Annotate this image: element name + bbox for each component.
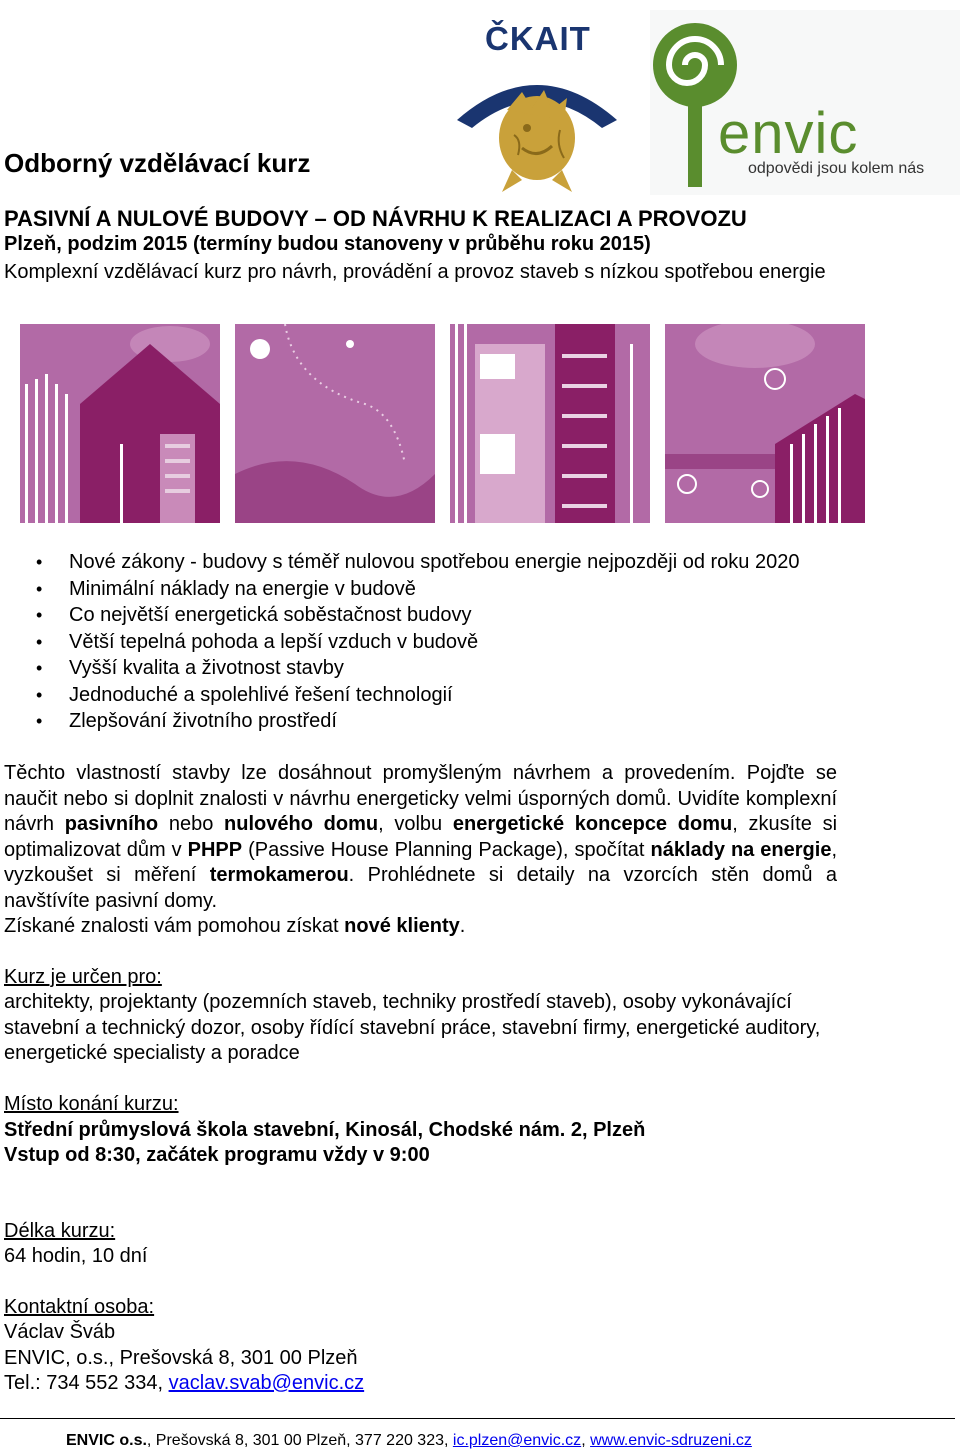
course-subtitle: Plzeň, podzim 2015 (termíny budou stanoveny v průběhu roku 2015) xyxy=(4,233,651,255)
intro-text: Těchto vlastností stavby lze dosáhnout promyšleným návrhem a provedením. Pojďte se naučit nebo si doplnit znalosti v návrhu energeticky velmi úsporných domů. Uvidíte komplexní návrh xyxy=(4,762,837,835)
contact-label: Kontaktní osoba: xyxy=(4,1296,155,1318)
intro-text: , zkusíte si optimalizovat dům v xyxy=(4,813,838,861)
duration-label: Délka kurzu: xyxy=(4,1220,116,1242)
intro-text: , vyzkoušet si měření xyxy=(4,838,837,886)
list-item: • Zlepšování životního prostředí xyxy=(30,708,850,735)
ckait-logo-text: ČKAIT xyxy=(485,20,591,57)
footer-org: ENVIC o.s. xyxy=(66,1432,147,1449)
illustration-building xyxy=(450,324,650,523)
list-item: • Vyšší kvalita a životnost stavby xyxy=(30,655,850,682)
clients-line xyxy=(4,913,465,939)
intro-bold: pasivního xyxy=(64,813,159,835)
benefits-list xyxy=(30,549,850,735)
venue-time: Vstup od 8:30, začátek programu vždy v 9:00 xyxy=(4,1144,430,1166)
logos-area xyxy=(440,0,960,200)
contact-phone-line xyxy=(4,1370,364,1396)
course-type-heading: Odborný vzdělávací kurz xyxy=(4,148,311,178)
intro-bold: nulového domu xyxy=(224,813,379,835)
footer xyxy=(66,1432,752,1450)
intro-text: (Passive House Planning Package), spočítat xyxy=(242,838,651,861)
intro-text: . xyxy=(459,915,466,937)
intro-bold: nové klienty xyxy=(344,915,460,937)
venue-place: Střední průmyslová škola stavební, Kinosál, Chodské nám. 2, Plzeň xyxy=(4,1119,646,1141)
contact-phone: Tel.: 734 552 334, xyxy=(4,1372,169,1394)
duration-value: 64 hodin, 10 dní xyxy=(4,1245,148,1267)
illustration-houses-2 xyxy=(665,324,865,523)
footer-email-link[interactable]: ic.plzen@envic.cz xyxy=(452,1432,582,1449)
footer-separator: , xyxy=(581,1432,591,1449)
venue-label: Místo konání kurzu: xyxy=(4,1093,179,1115)
envic-logo-text: envic xyxy=(718,101,859,166)
illustration-sky xyxy=(235,324,435,523)
ckait-logo xyxy=(452,20,622,195)
audience-text: architekty, projektanty (pozemních staveb, techniky prostředí staveb), osoby vykonávající stavební a technický dozor, osoby řídící stavební práce, stavební firmy, energetické auditory, energetické specialisty a poradce xyxy=(4,991,821,1064)
intro-bold: energetické koncepce domu xyxy=(452,813,733,835)
envic-tagline: odpovědi jsou kolem nás xyxy=(748,160,925,177)
intro-text: nebo xyxy=(158,813,225,835)
contact-name: Václav Šváb xyxy=(4,1321,116,1343)
list-item: • Minimální náklady na energie v budově xyxy=(30,576,850,603)
footer-divider xyxy=(0,1418,955,1419)
intro-bold: PHPP xyxy=(187,838,243,861)
intro-text: , volbu xyxy=(378,813,453,835)
intro-bold: termokamerou xyxy=(209,864,349,886)
footer-address: , Prešovská 8, 301 00 Plzeň, 377 220 323, xyxy=(146,1432,453,1449)
contact-email-link[interactable]: vaclav.svab@envic.cz xyxy=(168,1372,365,1394)
list-item: • Co největší energetická soběstačnost budovy xyxy=(30,602,850,629)
list-item: • Nové zákony - budovy s téměř nulovou spotřebou energie nejpozději od roku 2020 xyxy=(30,549,850,576)
list-item: • Jednoduché a spolehlivé řešení technologií xyxy=(30,682,850,709)
envic-logo xyxy=(650,10,960,195)
intro-text: . Prohlédnete si detaily na vzorcích stěn domů a navštívíte pasivní domy. xyxy=(4,864,837,912)
intro-bold: náklady na energie xyxy=(650,838,832,861)
intro-paragraph xyxy=(4,761,837,914)
intro-text: Získané znalosti vám pomohou získat xyxy=(4,915,345,937)
contact-address: ENVIC, o.s., Prešovská 8, 301 00 Plzeň xyxy=(4,1347,358,1369)
footer-web-link[interactable]: www.envic-sdruzeni.cz xyxy=(590,1432,752,1449)
illustration-houses-1 xyxy=(20,324,220,523)
course-title: PASIVNÍ A NULOVÉ BUDOVY – OD NÁVRHU K REALIZACI A PROVOZU xyxy=(4,206,747,231)
audience-label: Kurz je určen pro: xyxy=(4,966,162,988)
course-description: Komplexní vzdělávací kurz pro návrh, provádění a provoz staveb s nízkou spotřebou energie xyxy=(4,261,826,283)
list-item: • Větší tepelná pohoda a lepší vzduch v budově xyxy=(30,629,850,656)
